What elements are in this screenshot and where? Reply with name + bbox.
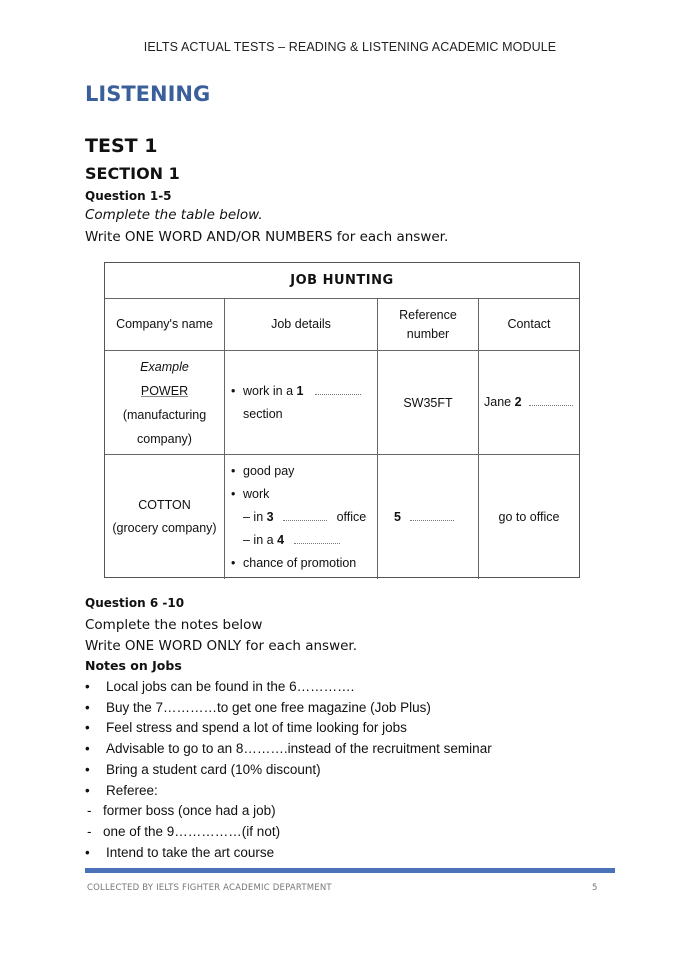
question-number-3: 3 [266,509,274,524]
bullet-icon: • [85,720,90,736]
note-item: • Advisable to go to an 8……….instead of the recruitment seminar [85,739,585,760]
table-row-example [105,351,579,455]
bullet-icon: • [85,741,90,757]
question-number-5: 5 [394,509,401,524]
notes-list [85,677,585,863]
bullet-icon: • [85,782,90,798]
note-item: • Bring a student card (10% discount) [85,760,585,781]
cotton-company-name: COTTON [138,498,191,512]
note-subitem: - one of the 9……………(if not) [85,822,585,843]
cotton-reference-cell [378,455,479,579]
note-item: • Local jobs can be found in the 6…………. [85,677,585,698]
note-subitem: - former boss (once had a job) [85,801,585,822]
instruction-italic: Complete the table below. [85,207,263,223]
example-contact-cell: Jane 2 [479,351,579,454]
bullet-icon: • [231,383,236,398]
note-item: • Referee: [85,781,585,802]
answer-blank-4[interactable] [294,534,340,544]
footer-text: COLLECTED BY IELTS FIGHTER ACADEMIC DEPARTMENT [87,883,332,893]
answer-blank-1[interactable] [315,385,361,395]
question-range-1: Question 1-5 [85,189,172,203]
example-label: Example [140,359,189,374]
cotton-contact-cell: go to office [498,510,560,524]
question-number-1: 1 [296,383,304,398]
cotton-company-cell: COTTON (grocery company) [105,455,225,579]
bullet-icon: • [85,844,90,860]
bullet-icon: • [85,699,90,715]
example-job-details-cell: • work in a 1 section [225,351,378,454]
question-number-2: 2 [514,395,522,409]
note-item: • Buy the 7…………to get one free magazine (Job Plus) [85,698,585,719]
page-number: 5 [592,883,598,893]
note-item: • Feel stress and spend a lot of time looking for jobs [85,718,585,739]
question-number-4: 4 [277,532,285,547]
instructions-part2: Complete the notes below Write ONE WORD ONLY for each answer. [85,617,358,654]
answer-blank-2[interactable] [529,396,573,406]
question-range-2: Question 6 -10 [85,596,185,610]
section-title: SECTION 1 [85,164,180,183]
footer-divider-bar [85,868,615,873]
dash-icon: - [87,823,92,839]
answer-blank-5[interactable] [410,511,454,521]
instruction-word-limit: Write ONE WORD AND/OR NUMBERS for each answer. [85,229,449,245]
bullet-icon: • [231,555,236,570]
header-reference-number: Reference number [378,299,479,350]
table-header-row [105,299,579,351]
dash-icon: - [87,803,92,819]
answer-blank-3[interactable] [283,511,327,521]
part-title: LISTENING [85,82,211,106]
test-title: TEST 1 [85,135,158,157]
header-company-name: Company's name [105,299,225,350]
bullet-icon: • [231,486,236,501]
example-company-cell: Example POWER (manufacturing company) [105,351,225,454]
running-header: IELTS ACTUAL TESTS – READING & LISTENING ACADEMIC MODULE [143,40,557,54]
job-hunting-table [104,262,580,578]
header-contact: Contact [507,317,551,331]
note-item: • Intend to take the art course [85,843,585,864]
bullet-icon: • [85,679,90,694]
example-company-name: POWER [140,383,189,398]
cotton-job-details-cell: • good pay • work – in 3 office – in a 4 • chance of promotion [225,455,378,579]
bullet-icon: • [85,761,90,777]
example-reference-cell: SW35FT [378,351,479,454]
notes-title: Notes on Jobs [85,658,182,673]
table-title: JOB HUNTING [105,263,579,299]
table-row-cotton [105,455,579,579]
header-job-details: Job details [225,299,378,350]
bullet-icon: • [231,463,236,478]
